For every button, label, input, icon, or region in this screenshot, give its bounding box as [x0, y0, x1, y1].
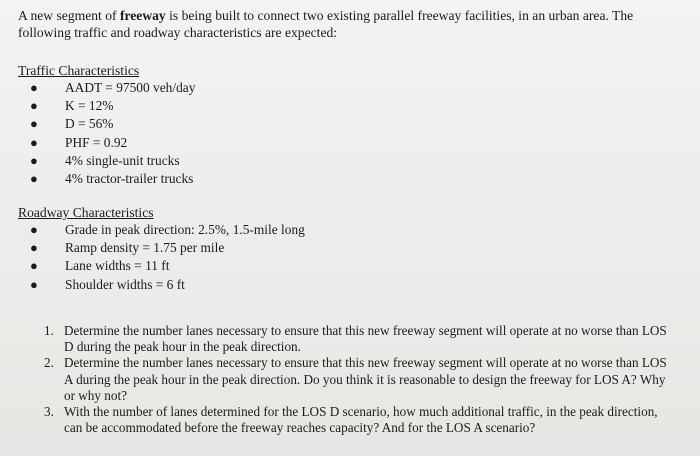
question-text: Determine the number lanes necessary to ensure that this new freeway segment will operate at no worse than LOS A during the peak hour in the peak direction. Do you think it is reasonable to design the freeway for LOS A? Why or why not?	[64, 355, 667, 403]
list-item-text: 4% tractor-trailer trucks	[65, 171, 194, 187]
list-item	[18, 79, 678, 97]
roadway-section	[18, 205, 678, 294]
bullet-icon: ●	[30, 171, 38, 187]
traffic-section	[18, 63, 678, 188]
bullet-icon: ●	[30, 258, 38, 274]
list-item	[18, 257, 678, 275]
list-item-text: D = 56%	[65, 116, 114, 132]
question-item	[18, 323, 678, 355]
list-item-text: 4% single-unit trucks	[65, 152, 180, 168]
question-text: With the number of lanes determined for the LOS D scenario, how much additional traffic, in the peak direction, can be accommodated before the freeway reaches capacity? And for the LOS A scenario?	[64, 404, 658, 436]
bullet-icon: ●	[30, 152, 38, 168]
bullet-icon: ●	[30, 98, 38, 114]
roadway-list	[18, 221, 678, 294]
list-item-text: Shoulder widths = 6 ft	[65, 276, 185, 292]
question-number: 1.	[44, 323, 54, 338]
bullet-icon: ●	[30, 240, 38, 256]
question-number: 2.	[44, 355, 54, 371]
intro-text-end: is being built to connect two existing parallel freeway facilities, in an urban area. The following traffic and roadway characteristics are expected:	[18, 8, 634, 40]
intro-bold-word: freeway	[119, 8, 166, 23]
questions-section	[18, 323, 678, 436]
list-item-text: Ramp density = 1.75 per mile	[65, 240, 225, 256]
roadway-heading: Roadway Characteristics	[18, 205, 154, 220]
list-item-text: Grade in peak direction: 2.5%, 1.5-mile long	[65, 222, 305, 237]
list-item-text: AADT = 97500 veh/day	[65, 80, 196, 95]
question-text: Determine the number lanes necessary to ensure that this new freeway segment will operate at no worse than LOS D during the peak hour in the peak direction.	[64, 323, 667, 355]
traffic-heading: Traffic Characteristics	[18, 63, 140, 78]
question-number: 3.	[44, 404, 54, 420]
bullet-icon: ●	[30, 276, 38, 292]
question-item	[18, 355, 678, 404]
bullet-icon: ●	[30, 222, 38, 237]
traffic-list	[18, 79, 678, 188]
intro-paragraph	[18, 7, 688, 41]
list-item	[18, 134, 678, 152]
list-item	[18, 170, 678, 188]
list-item	[18, 239, 678, 257]
list-item-text: K = 12%	[65, 98, 114, 114]
bullet-icon: ●	[30, 80, 38, 95]
list-item	[18, 276, 678, 294]
list-item-text: Lane widths = 11 ft	[65, 258, 170, 274]
list-item	[18, 97, 678, 115]
list-item-text: PHF = 0.92	[65, 134, 128, 150]
list-item	[18, 152, 678, 170]
list-item	[18, 221, 678, 239]
list-item	[18, 115, 678, 133]
bullet-icon: ●	[30, 134, 38, 150]
intro-text-start: A new segment of	[18, 8, 120, 23]
bullet-icon: ●	[30, 116, 38, 132]
question-item	[18, 404, 678, 436]
questions-list	[18, 323, 678, 436]
